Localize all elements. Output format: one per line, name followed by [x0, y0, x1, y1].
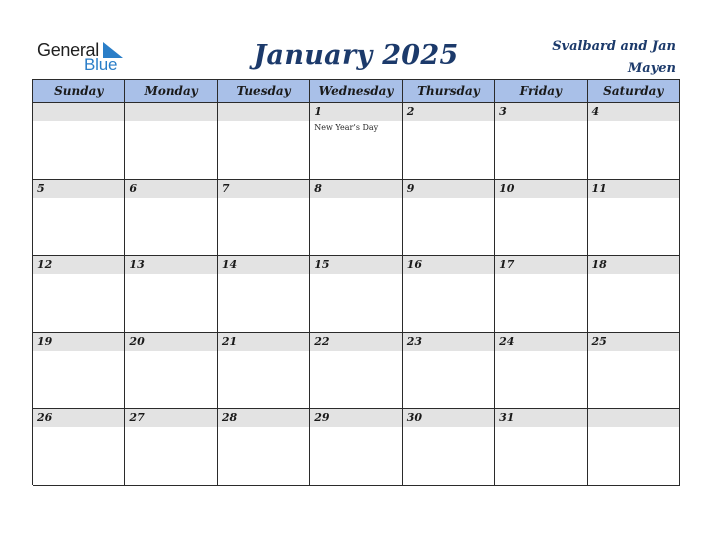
day-number-band — [125, 256, 216, 274]
day-cell — [588, 180, 680, 257]
day-number-band — [495, 409, 586, 427]
day-cell — [588, 409, 680, 486]
day-number: 30 — [406, 411, 422, 425]
day-number: 26 — [37, 411, 53, 425]
day-cell — [125, 256, 217, 333]
day-number: 25 — [591, 334, 607, 348]
logo-word-general: General — [37, 40, 99, 60]
day-number: 11 — [591, 181, 607, 195]
day-number: 28 — [221, 411, 238, 425]
day-cell — [33, 333, 125, 410]
day-cell — [495, 409, 587, 486]
day-number-band — [403, 180, 494, 198]
day-number: 16 — [406, 258, 422, 272]
day-cell — [125, 180, 217, 257]
day-number: 15 — [314, 258, 330, 272]
week-row — [33, 180, 680, 257]
day-number-band — [33, 256, 124, 274]
day-number-band — [310, 333, 401, 351]
day-cell — [495, 256, 587, 333]
calendar-grid — [32, 79, 680, 485]
day-number: 6 — [129, 181, 138, 195]
day-cell — [218, 256, 310, 333]
day-cell — [588, 333, 680, 410]
day-number: 5 — [37, 181, 45, 195]
region-name — [516, 36, 676, 80]
region-line-2: Mayen — [627, 61, 676, 76]
day-number: 23 — [406, 334, 422, 348]
day-number-band — [218, 409, 309, 427]
day-cell — [588, 103, 680, 180]
day-number: 10 — [499, 181, 515, 195]
week-row — [33, 333, 680, 410]
day-number-band — [403, 333, 494, 351]
day-number-band — [588, 180, 679, 198]
day-number: 20 — [129, 334, 145, 348]
day-number-band — [495, 103, 586, 121]
day-number: 8 — [314, 181, 322, 195]
day-number-band — [125, 103, 216, 121]
day-number-band — [218, 180, 309, 198]
day-number-band — [588, 333, 679, 351]
day-cell — [403, 256, 495, 333]
weekday-thursday: Thursday — [403, 80, 495, 103]
day-number-band — [218, 103, 309, 121]
week-row — [33, 409, 680, 486]
day-cell — [310, 256, 402, 333]
day-number-band — [125, 409, 216, 427]
weekday-wednesday: Wednesday — [310, 80, 402, 103]
weekday-tuesday: Tuesday — [218, 80, 310, 103]
day-cell — [125, 409, 217, 486]
day-cell — [218, 409, 310, 486]
day-cell — [33, 103, 125, 180]
day-cell — [33, 180, 125, 257]
day-number-band — [588, 103, 679, 121]
day-cell — [125, 103, 217, 180]
day-number: 21 — [221, 334, 238, 348]
weekday-header-row — [33, 80, 680, 103]
day-cell — [33, 409, 125, 486]
day-number-band — [33, 180, 124, 198]
day-number: 18 — [591, 258, 607, 272]
day-number: 7 — [221, 181, 230, 195]
day-number-band — [33, 409, 124, 427]
day-number: 9 — [406, 181, 415, 195]
day-number-band — [310, 256, 401, 274]
holiday-label: New Year’s Day — [314, 123, 379, 132]
day-number: 19 — [37, 334, 53, 348]
generalblue-logo — [37, 40, 137, 74]
day-number-band — [403, 409, 494, 427]
day-number-band — [33, 333, 124, 351]
day-cell — [403, 103, 495, 180]
day-number-band — [588, 409, 679, 427]
day-number-band — [495, 180, 586, 198]
week-row — [33, 256, 680, 333]
day-number-band — [310, 180, 401, 198]
day-cell — [403, 409, 495, 486]
day-number: 29 — [314, 411, 330, 425]
day-number-band — [218, 333, 309, 351]
weekday-saturday: Saturday — [588, 80, 680, 103]
day-cell — [310, 103, 402, 180]
day-cell — [403, 180, 495, 257]
day-cell — [218, 180, 310, 257]
day-cell — [310, 333, 402, 410]
calendar-title: January 2025 — [253, 40, 459, 71]
day-cell — [218, 333, 310, 410]
weekday-sunday: Sunday — [33, 80, 125, 103]
logo-word-blue: Blue — [84, 55, 118, 74]
day-number-band — [588, 256, 679, 274]
day-number-band — [125, 180, 216, 198]
day-number: 24 — [499, 334, 515, 348]
day-number: 12 — [37, 258, 53, 272]
day-cell — [403, 333, 495, 410]
day-number: 4 — [591, 105, 600, 118]
day-cell — [588, 256, 680, 333]
day-cell — [495, 333, 587, 410]
day-cell — [495, 180, 587, 257]
day-number-band — [495, 256, 586, 274]
day-number-band — [495, 333, 586, 351]
day-number: 22 — [314, 334, 330, 348]
day-number: 13 — [129, 258, 145, 272]
day-number-band — [403, 103, 494, 121]
weekday-friday: Friday — [495, 80, 587, 103]
day-number: 17 — [499, 258, 515, 272]
day-number: 2 — [406, 105, 415, 118]
day-number: 27 — [129, 411, 145, 425]
day-number-band — [33, 103, 124, 121]
day-number-band — [403, 256, 494, 274]
day-number-band — [218, 256, 309, 274]
day-number-band — [310, 409, 401, 427]
day-number-band — [125, 333, 216, 351]
day-cell — [495, 103, 587, 180]
day-cell — [310, 409, 402, 486]
day-number: 31 — [499, 411, 515, 425]
weekday-monday: Monday — [125, 80, 217, 103]
region-line-1: Svalbard and Jan — [552, 39, 676, 54]
day-cell — [218, 103, 310, 180]
day-cell — [33, 256, 125, 333]
day-cell — [125, 333, 217, 410]
week-row — [33, 103, 680, 180]
day-number-band — [310, 103, 401, 121]
day-number: 14 — [221, 258, 238, 272]
day-cell — [310, 180, 402, 257]
day-number: 3 — [499, 105, 507, 118]
day-number: 1 — [314, 105, 322, 118]
weeks-container — [33, 103, 680, 486]
